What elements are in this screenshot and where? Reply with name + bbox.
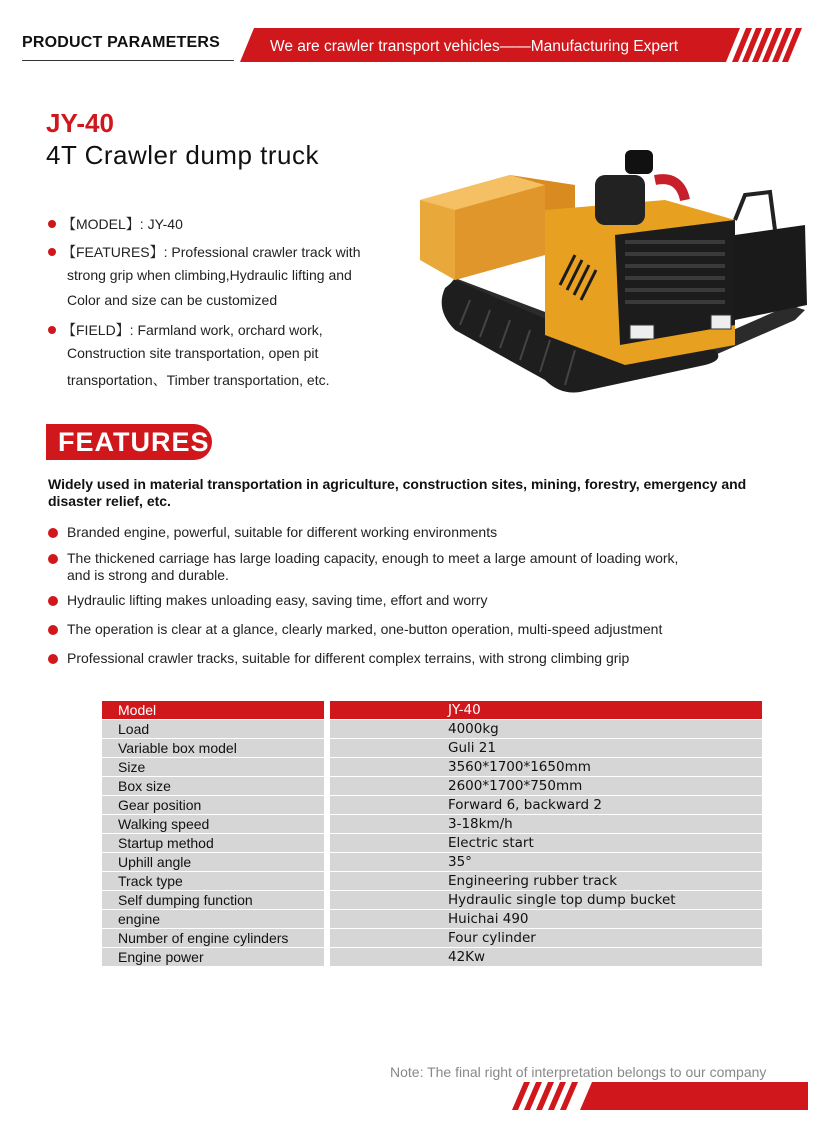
param-label: Startup method <box>118 835 214 851</box>
features-intro: Widely used in material transportation in agriculture, construction sites, mining, forestry, emergency and disaster relief, etc. <box>48 476 747 509</box>
param-value-cell <box>330 796 762 814</box>
header-tagline: We are crawler transport vehicles——Manufacturing Expert <box>270 38 679 55</box>
bullet-dot <box>48 596 58 606</box>
param-label-cell <box>102 891 324 909</box>
param-label: Gear position <box>118 797 202 813</box>
param-label: Model <box>118 702 157 718</box>
param-value: Electric start <box>448 835 534 851</box>
bullet-dot <box>48 625 58 635</box>
param-value: 2600*1700*750mm <box>448 778 583 794</box>
footer-note: Note: The final right of interpretation belongs to our company <box>390 1064 767 1080</box>
table-row <box>102 815 762 833</box>
param-label: Walking speed <box>118 816 210 832</box>
table-row <box>102 910 762 928</box>
param-label-cell <box>102 929 324 947</box>
param-value-cell <box>330 872 762 890</box>
feature-item-line: Branded engine, powerful, suitable for different working environments <box>67 524 498 540</box>
param-value: Huichai 490 <box>448 911 529 927</box>
table-row <box>102 948 762 966</box>
bullet-dot <box>48 326 56 334</box>
feature-item-line: The operation is clear at a glance, clearly marked, one-button operation, multi-speed adjustment <box>67 621 663 637</box>
param-value-cell <box>330 929 762 947</box>
param-value-cell <box>330 739 762 757</box>
table-row <box>102 701 762 719</box>
table-row <box>102 872 762 890</box>
spec-line: Color and size can be customized <box>67 292 278 308</box>
param-value-cell <box>330 948 762 966</box>
param-value-cell <box>330 815 762 833</box>
bullet-dot <box>48 654 58 664</box>
feature-item-line: and is strong and durable. <box>67 567 229 583</box>
param-label: Size <box>118 759 146 775</box>
param-label: Variable box model <box>118 740 237 756</box>
param-value-cell <box>330 891 762 909</box>
param-value-cell <box>330 853 762 871</box>
spec-line: 【FEATURES】: Professional crawler track with <box>62 244 361 260</box>
bullet-dot <box>48 248 56 256</box>
spec-line: strong grip when climbing,Hydraulic lifting and <box>67 267 352 283</box>
footer-band-shape <box>580 1082 808 1110</box>
header-stripes <box>732 28 802 62</box>
param-value-cell <box>330 910 762 928</box>
table-row <box>102 834 762 852</box>
param-label: Track type <box>118 873 183 889</box>
param-value: Guli 21 <box>448 740 496 756</box>
bullet-dot <box>48 528 58 538</box>
footer-band <box>510 1080 810 1112</box>
param-value: Engineering rubber track <box>448 873 618 889</box>
table-row <box>102 891 762 909</box>
footer-stripes <box>512 1082 578 1110</box>
table-row <box>102 758 762 776</box>
param-label-cell <box>102 777 324 795</box>
param-label: Number of engine cylinders <box>118 930 289 946</box>
param-label-cell <box>102 758 324 776</box>
param-label-cell <box>102 796 324 814</box>
param-value: JY-40 <box>448 702 481 718</box>
param-label-cell <box>102 815 324 833</box>
table-row <box>102 929 762 947</box>
feature-item-line: The thickened carriage has large loading capacity, enough to meet a large amount of loading work, <box>67 550 679 566</box>
product-name: 4T Crawler dump truck <box>46 140 319 170</box>
features-badge-label: FEATURES <box>58 427 210 457</box>
model-code: JY-40 <box>46 108 114 138</box>
param-label-cell <box>102 834 324 852</box>
param-label-cell <box>102 872 324 890</box>
param-value: 3560*1700*1650mm <box>448 759 591 775</box>
param-label: Uphill angle <box>118 854 192 870</box>
section-title: PRODUCT PARAMETERS <box>22 34 220 51</box>
param-label: Engine power <box>118 949 204 965</box>
param-label: Self dumping function <box>118 892 253 908</box>
param-value: Four cylinder <box>448 930 536 946</box>
param-label: engine <box>118 911 161 927</box>
bullet-dot <box>48 554 58 564</box>
param-value: Forward 6, backward 2 <box>448 797 602 813</box>
param-label-cell <box>102 720 324 738</box>
param-value-cell <box>330 720 762 738</box>
feature-item-line: Hydraulic lifting makes unloading easy, saving time, effort and worry <box>67 592 488 608</box>
param-label: Box size <box>118 778 171 794</box>
param-value-cell <box>330 701 762 719</box>
param-label: Load <box>118 721 150 737</box>
param-label-cell <box>102 701 324 719</box>
param-value-cell <box>330 758 762 776</box>
crawler-dump-truck-image <box>415 140 815 405</box>
table-row <box>102 796 762 814</box>
spec-line: 【FIELD】: Farmland work, orchard work, <box>62 322 323 338</box>
param-label-cell <box>102 739 324 757</box>
param-value: 42Kw <box>448 949 486 965</box>
param-value-cell <box>330 834 762 852</box>
feature-item-line: Professional crawler tracks, suitable for different complex terrains, with strong climbing grip <box>67 650 630 666</box>
table-row <box>102 777 762 795</box>
spec-line: Construction site transportation, open pit <box>67 345 319 361</box>
table-row <box>102 739 762 757</box>
table-row <box>102 853 762 871</box>
spec-line: 【MODEL】: JY-40 <box>62 216 183 232</box>
table-row <box>102 720 762 738</box>
bullet-dot <box>48 220 56 228</box>
param-value: Hydraulic single top dump bucket <box>448 892 676 908</box>
param-label-cell <box>102 948 324 966</box>
title-underline <box>22 60 234 61</box>
param-value-cell <box>330 777 762 795</box>
param-value: 4000kg <box>448 721 499 737</box>
param-value: 35° <box>448 854 472 870</box>
param-value: 3-18km/h <box>448 816 513 832</box>
param-label-cell <box>102 853 324 871</box>
spec-line: transportation、Timber transportation, etc. <box>67 372 330 388</box>
param-label-cell <box>102 910 324 928</box>
